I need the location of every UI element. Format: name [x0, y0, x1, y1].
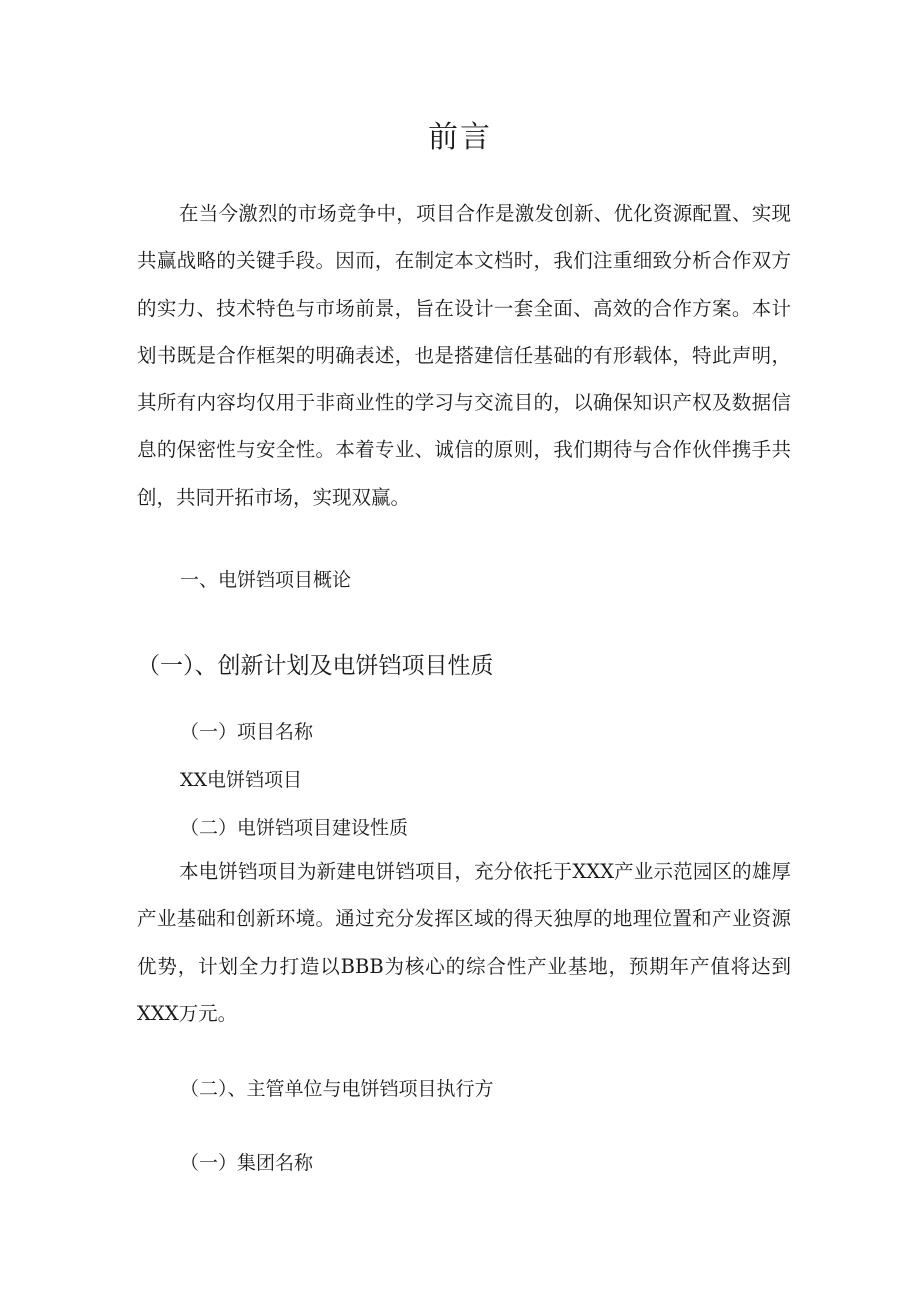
project-name-value: XX电饼铛项目	[180, 769, 303, 791]
subheading-project-name: （一）项目名称	[180, 721, 314, 743]
subheading-group-name: （一）集团名称	[180, 1152, 314, 1174]
section-heading-innovation-plan: （一）、创新计划及电饼铛项目性质	[137, 653, 494, 679]
page-title: 前言	[428, 120, 492, 155]
project-nature-paragraph: 本电饼铛项目为新建电饼铛项目，充分依托于XXX产业示范园区的雄厚产业基础和创新环境。通过充分发挥区域的得天独厚的地理位置和产业资源优势，计划全力打造以BBB为核心的综合性产业基地，预期年产值将达到XXX万元。	[137, 860, 791, 1025]
section-heading-executing-party: （二）、主管单位与电饼铛项目执行方	[180, 1078, 494, 1100]
subheading-project-nature: （二）电饼铛项目建设性质	[180, 817, 409, 839]
intro-paragraph: 在当今激烈的市场竞争中，项目合作是激发创新、优化资源配置、实现共赢战略的关键手段。因而，在制定本文档时，我们注重细致分析合作双方的实力、技术特色与市场前景，旨在设计一套全面、高效的合作方案。本计划书既是合作框架的明确表述，也是搭建信任基础的有形载体，特此声明，其所有内容均仅用于非商业性的学习与交流目的，以确保知识产权及数据信息的保密性与安全性。本着专业、诚信的原则，我们期待与合作伙伴携手共创，共同开拓市场，实现双赢。	[137, 202, 791, 509]
chapter-heading: 一、电饼铛项目概论	[180, 569, 352, 591]
